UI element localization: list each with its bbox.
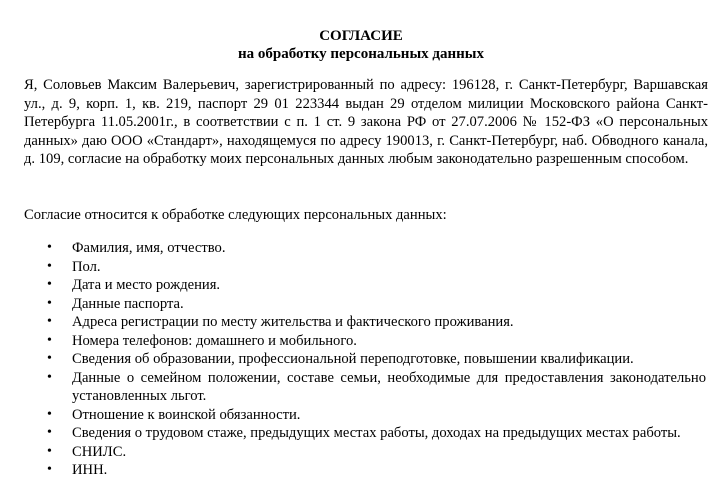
list-item <box>0 295 706 314</box>
bullet-icon: • <box>47 406 52 422</box>
list-item <box>0 276 706 295</box>
list-item <box>0 443 706 462</box>
bullet-icon: • <box>47 295 52 311</box>
list-item-text: Данные паспорта. <box>72 295 184 312</box>
document-title: СОГЛАСИЕ <box>319 28 403 44</box>
consent-paragraph: Я, Соловьев Максим Валерьевич, зарегистрированный по адресу: 196128, г. Санкт-Петербург, Варшавская ул., д. 9, корп. 1, кв. 219, паспорт 29 01 223344 выдан 29 отделом милиции Московского района Санкт-Петербурга 11.05.2001г., в соответствии с п. 1 ст. 9 закона РФ от 27.07.2006 № 152-ФЗ «О персональных данных» даю ООО «Стандарт», находящемуся по адресу 190013, г. Санкт-Петербург, наб. Обводного канала, д. 109, согласие на обработку моих персональных данных любым законодательно разрешенным способом. <box>24 77 708 167</box>
bullet-icon: • <box>47 369 52 385</box>
list-item <box>0 461 706 480</box>
list-item-text: Пол. <box>72 258 101 275</box>
bullet-icon: • <box>47 277 52 292</box>
bullet-icon: • <box>47 258 52 274</box>
list-item <box>0 350 706 369</box>
list-item-text: СНИЛС. <box>72 443 127 460</box>
list-item <box>0 369 706 406</box>
list-item-text: Адреса регистрации по месту жительства и фактического проживания. <box>72 314 514 330</box>
bullet-icon: • <box>47 351 52 366</box>
bullet-icon: • <box>47 462 52 477</box>
bullet-icon: • <box>47 425 52 440</box>
list-intro-paragraph: Согласие относится к обработке следующих персональных данных: <box>24 207 447 223</box>
list-item-text: Сведения об образовании, профессиональной переподготовке, повышении квалификации. <box>72 351 634 367</box>
list-item <box>0 239 706 258</box>
list-item-text: Фамилия, имя, отчество. <box>72 240 226 256</box>
list-item <box>0 258 706 277</box>
list-item-text: Сведения о трудовом стаже, предыдущих местах работы, доходах на предыдущих местах работы. <box>72 425 681 441</box>
bullet-icon: • <box>47 314 52 329</box>
list-item-text: Отношение к воинской обязанности. <box>72 406 301 423</box>
list-item-text: Дата и место рождения. <box>72 277 221 293</box>
document-subtitle: на обработку персональных данных <box>238 46 484 62</box>
list-item <box>0 424 706 443</box>
personal-data-list <box>0 239 722 480</box>
bullet-icon: • <box>47 443 52 459</box>
bullet-icon: • <box>47 332 52 348</box>
list-item-text: Данные о семейном положении, составе семьи, необходимые для предоставления законодательно установленных льгот. <box>72 369 706 404</box>
list-item-text: Номера телефонов: домашнего и мобильного. <box>72 332 357 349</box>
bullet-icon: • <box>47 240 52 255</box>
list-item <box>0 313 706 332</box>
list-item-text: ИНН. <box>72 462 108 478</box>
list-item <box>0 406 706 425</box>
list-item <box>0 332 706 351</box>
